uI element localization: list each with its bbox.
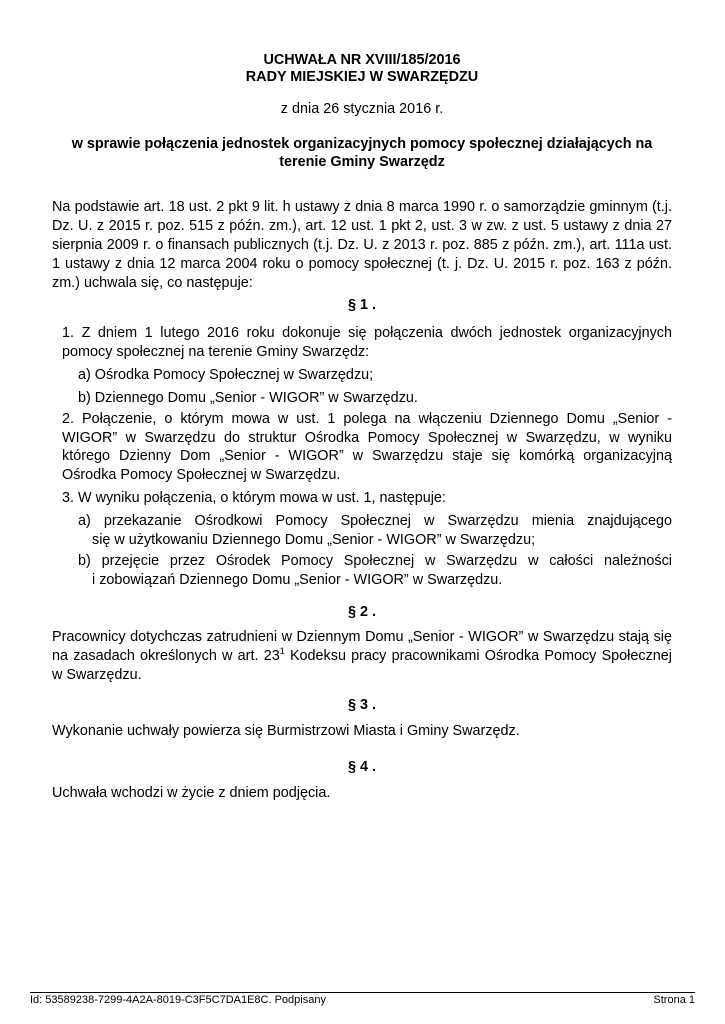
section-4-paragraph: Uchwała wchodzi w życie z dniem podjęcia. bbox=[52, 785, 331, 801]
subject-line-2: terenie Gminy Swarzędz bbox=[279, 154, 445, 170]
section-1-heading: § 1 . bbox=[347, 297, 376, 313]
section-2-text-after: Kodeksu pracy pracownikami Ośrodka Pomocy Społecznej w Swarzędzu. bbox=[52, 648, 672, 683]
section-1-point-3: 3. W wyniku połączenia, o którym mowa w ust. 1, następuje: bbox=[62, 490, 446, 506]
section-1-point-1: 1. Z dniem 1 lutego 2016 roku dokonuje się połączenia dwóch jednostek organizacyjnych pomocy społecznej na terenie Gminy Swarzędz: bbox=[62, 325, 672, 360]
section-4-heading: § 4 . bbox=[347, 759, 376, 775]
title-line-1: UCHWAŁA NR XVIII/185/2016 bbox=[263, 52, 461, 68]
section-1-point-3b bbox=[78, 552, 672, 589]
preamble-paragraph: Na podstawie art. 18 ust. 2 pkt 9 lit. h ustawy z dnia 8 marca 1990 r. o samorządzie gminnym (t.j. Dz. U. z 2015 r. poz. 515 z późn. zm.), art. 12 ust. 1 pkt 2, ust. 3 w zw. z ust. 5 ustawy z dnia 27 sierpnia 2009 r. o finansach publicznych (t.j. Dz. U. z 2013 r. poz. 885 z późn. zm.), art. 111a ust. 1 ustawy z dnia 12 marca 2004 roku o pomocy społecznej (t. j. Dz. U. 2015 r. poz. 163 z późn. zm.) uchwala się, co następuje: bbox=[52, 199, 672, 291]
footer-divider bbox=[30, 992, 695, 993]
section-2-heading: § 2 . bbox=[347, 604, 376, 620]
section-2-paragraph bbox=[52, 628, 672, 685]
section-3-heading: § 3 . bbox=[347, 697, 376, 713]
point-3a-line-2: się w użytkowaniu Dziennego Domu „Senior - WIGOR” w Swarzędzu; bbox=[92, 531, 536, 548]
footer-page-number: Strona 1 bbox=[653, 994, 695, 1006]
section-1-point-1a: a) Ośrodka Pomocy Społecznej w Swarzędzu; bbox=[78, 367, 374, 383]
point-3b-line-1: b) przejęcie przez Ośrodek Pomocy Społecznej w Swarzędzu w całości należności bbox=[78, 553, 672, 569]
section-1-point-1b: b) Dziennego Domu „Senior - WIGOR” w Swarzędzu. bbox=[78, 390, 418, 406]
section-1-point-3a bbox=[78, 512, 672, 549]
section-2-text-before: Pracownicy dotychczas zatrudnieni w Dziennym Domu „Senior - WIGOR” w Swarzędzu stają się na zasadach określonych w art. 23 bbox=[52, 629, 672, 664]
point-3a-line-1: a) przekazanie Ośrodkowi Pomocy Społecznej w Swarzędzu mienia znajdującego bbox=[78, 513, 672, 529]
subject-line-1: w sprawie połączenia jednostek organizacyjnych pomocy społecznej działających na bbox=[71, 136, 653, 152]
footer-document-id: Id: 53589238-7299-4A2A-8019-C3F5C7DA1E8C. Podpisany bbox=[30, 994, 326, 1006]
resolution-subject bbox=[52, 135, 672, 171]
section-3-paragraph: Wykonanie uchwały powierza się Burmistrzowi Miasta i Gminy Swarzędz. bbox=[52, 723, 520, 739]
title-line-2: RADY MIEJSKIEJ W SWARZĘDZU bbox=[245, 69, 479, 85]
resolution-date: z dnia 26 stycznia 2016 r. bbox=[280, 101, 444, 117]
section-1-point-2: 2. Połączenie, o którym mowa w ust. 1 polega na włączeniu Dziennego Domu „Senior - WIGOR” w Swarzędzu do struktur Ośrodka Pomocy Społecznej w Swarzędzu, w wyniku którego Dzienny Dom „Senior - WIGOR” w Swarzędzu staje się komórką organizacyjną Ośrodka Pomocy Społecznej w Swarzędzu. bbox=[62, 411, 672, 483]
point-3b-line-2: i zobowiązań Dziennego Domu „Senior - WIGOR” w Swarzędzu. bbox=[92, 571, 503, 588]
resolution-title bbox=[52, 52, 672, 86]
article-superscript: 1 bbox=[279, 646, 285, 657]
